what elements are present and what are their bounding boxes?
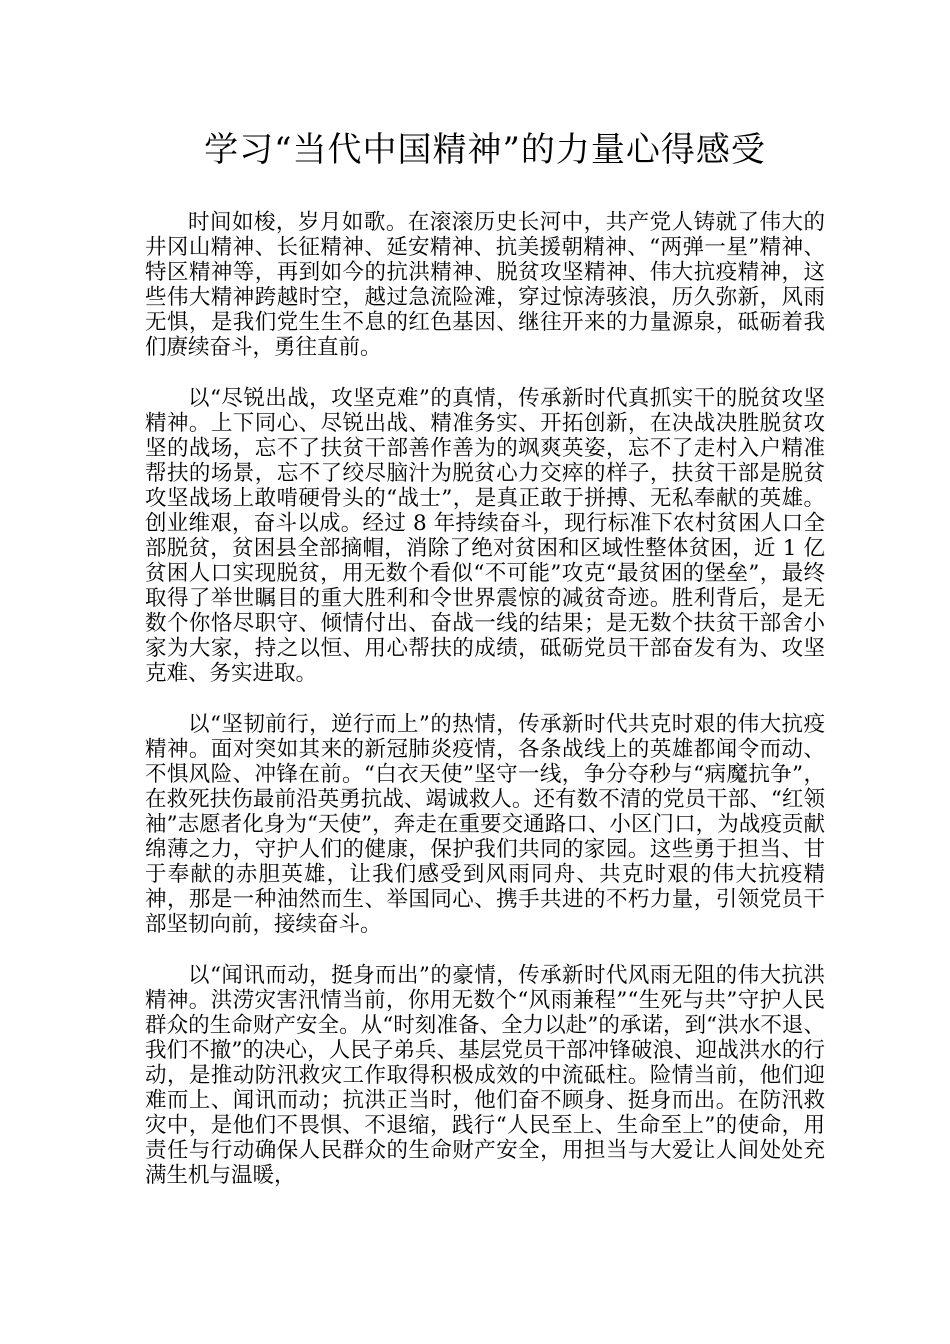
paragraph-2: 以“尽锐出战，攻坚克难”的真情，传承新时代真抓实干的脱贫攻坚精神。上下同心、尽锐出战、精准务实、开拓创新，在决战决胜脱贫攻坚的战场，忘不了扶贫干部善作善为的飒爽英姿，忘不了走村入户精准帮扶的场景，忘不了绞尽脑汁为脱贫心力交瘁的样子，扶贫干部是脱贫攻坚战场上敢啃硬骨头的“战士”，是真正敢于拼搏、无私奉献的英雄。创业维艰，奋斗以成。经过 8 年持续奋斗，现行标准下农村贫困人口全部脱贫，贫困县全部摘帽，消除了绝对贫困和区域性整体贫困，近 1 亿贫困人口实现脱贫，用无数个看似“不可能”攻克“最贫困的堡垒”，最终取得了举世瞩目的重大胜利和令世界震惊的减贫奇迹。胜利背后，是无数个你恪尽职守、倾情付出、奋战一线的结果；是无数个扶贫干部舍小家为大家，持之以恒、用心帮扶的成绩，砥砺党员干部奋发有为、攻坚克难、务实进取。	[145, 386, 825, 686]
document-page	[145, 126, 825, 1214]
paragraph-1: 时间如梭，岁月如歌。在滚滚历史长河中，共产党人铸就了伟大的井冈山精神、长征精神、延安精神、抗美援朝精神、“两弹一星”精神、特区精神等，再到如今的抗洪精神、脱贫攻坚精神、伟大抗疫精神，这些伟大精神跨越时空，越过急流险滩，穿过惊涛骇浪，历久弥新，风雨无惧，是我们党生生不息的红色基因、继往开来的力量源泉，砥砺着我们赓续奋斗，勇往直前。	[145, 210, 825, 360]
paragraph-3: 以“坚韧前行，逆行而上”的热情，传承新时代共克时艰的伟大抗疫精神。面对突如其来的新冠肺炎疫情，各条战线上的英雄都闻令而动、不惧风险、冲锋在前。“白衣天使”坚守一线，争分夺秒与“病魔抗争”，在救死扶伤最前沿英勇抗战、竭诚救人。还有数不清的党员干部、“红领袖”志愿者化身为“天使”，奔走在重要交通路口、小区门口，为战疫贡献绵薄之力，守护人们的健康，保护我们共同的家园。这些勇于担当、甘于奉献的赤胆英雄，让我们感受到风雨同舟、共克时艰的伟大抗疫精神，那是一种油然而生、举国同心、携手共进的不朽力量，引领党员干部坚韧向前，接续奋斗。	[145, 712, 825, 937]
paragraph-4: 以“闻讯而动，挺身而出”的豪情，传承新时代风雨无阻的伟大抗洪精神。洪涝灾害汛情当前，你用无数个“风雨兼程”“生死与共”守护人民群众的生命财产安全。从“时刻准备、全力以赴”的承诺，到“洪水不退、我们不撤”的决心，人民子弟兵、基层党员干部冲锋破浪、迎战洪水的行动，是推动防汛救灾工作取得积极成效的中流砥柱。险情当前，他们迎难而上、闻讯而动；抗洪正当时，他们奋不顾身、挺身而出。在防汛救灾中，是他们不畏惧、不退缩，践行“人民至上、生命至上”的使命，用责任与行动确保人民群众的生命财产安全，用担当与大爱让人间处处充满生机与温暖，	[145, 963, 825, 1188]
document-title: 学习“当代中国精神”的力量心得感受	[204, 130, 766, 170]
